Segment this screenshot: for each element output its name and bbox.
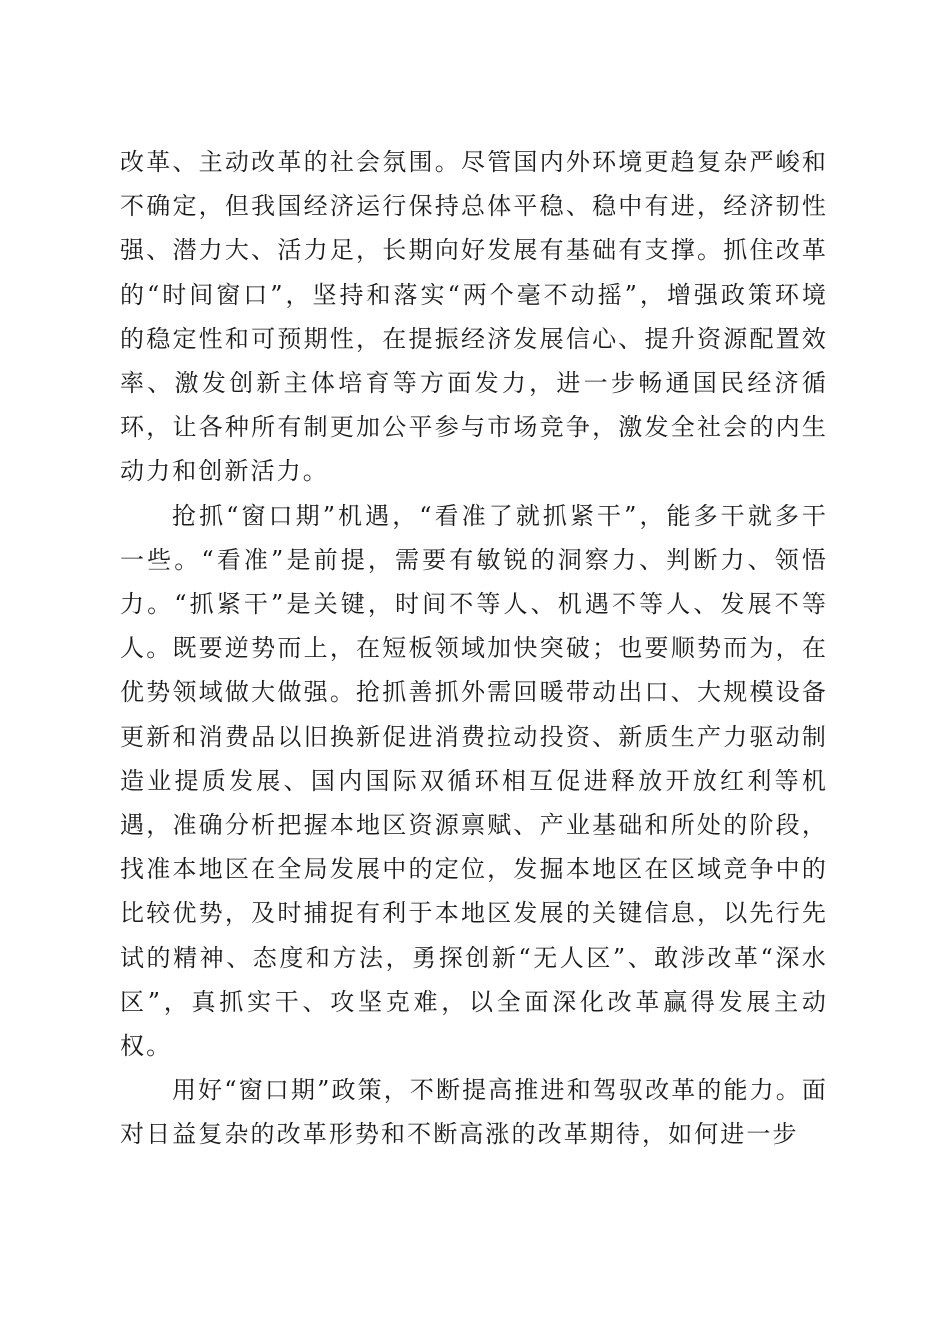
paragraph-use-policy: 用好“窗口期”政策，不断提高推进和驾驭改革的能力。面对日益复杂的改革形势和不断高涨的改革期待，如何进一步 bbox=[120, 1076, 828, 1149]
paragraph-seize-opportunity: 抢抓“窗口期”机遇，“看准了就抓紧干”，能多干就多干一些。“看准”是前提，需要有敏锐的洞察力、判断力、领悟力。“抓紧干”是关键，时间不等人、机遇不等人、发展不等人。既要逆势而上，在短板领域加快突破；也要顺势而为，在优势领域做大做强。抢抓善抓外需回暖带动出口、大规模设备更新和消费品以旧换新促进消费拉动投资、新质生产力驱动制造业提质发展、国内国际双循环相互促进释放开放红利等机遇，准确分析把握本地区资源禀赋、产业基础和所处的阶段，找准本地区在全局发展中的定位，发掘本地区在区域竞争中的比较优势，及时捕捉有利于本地区发展的关键信息，以先行先试的精神、态度和方法，勇探创新“无人区”、敢涉改革“深水区”，真抓实干、攻坚克难，以全面深化改革赢得发展主动权。 bbox=[120, 501, 828, 1061]
paragraph-continuation: 改革、主动改革的社会氛围。尽管国内外环境更趋复杂严峻和不确定，但我国经济运行保持总体平稳、稳中有进，经济韧性强、潜力大、活力足，长期向好发展有基础有支撑。抓住改革的“时间窗口”，坚持和落实“两个毫不动摇”，增强政策环境的稳定性和可预期性，在提振经济发展信心、提升资源配置效率、激发创新主体培育等方面发力，进一步畅通国民经济循环，让各种所有制更加公平参与市场竞争，激发全社会的内生动力和创新活力。 bbox=[120, 148, 828, 486]
document-body bbox=[120, 140, 828, 1157]
